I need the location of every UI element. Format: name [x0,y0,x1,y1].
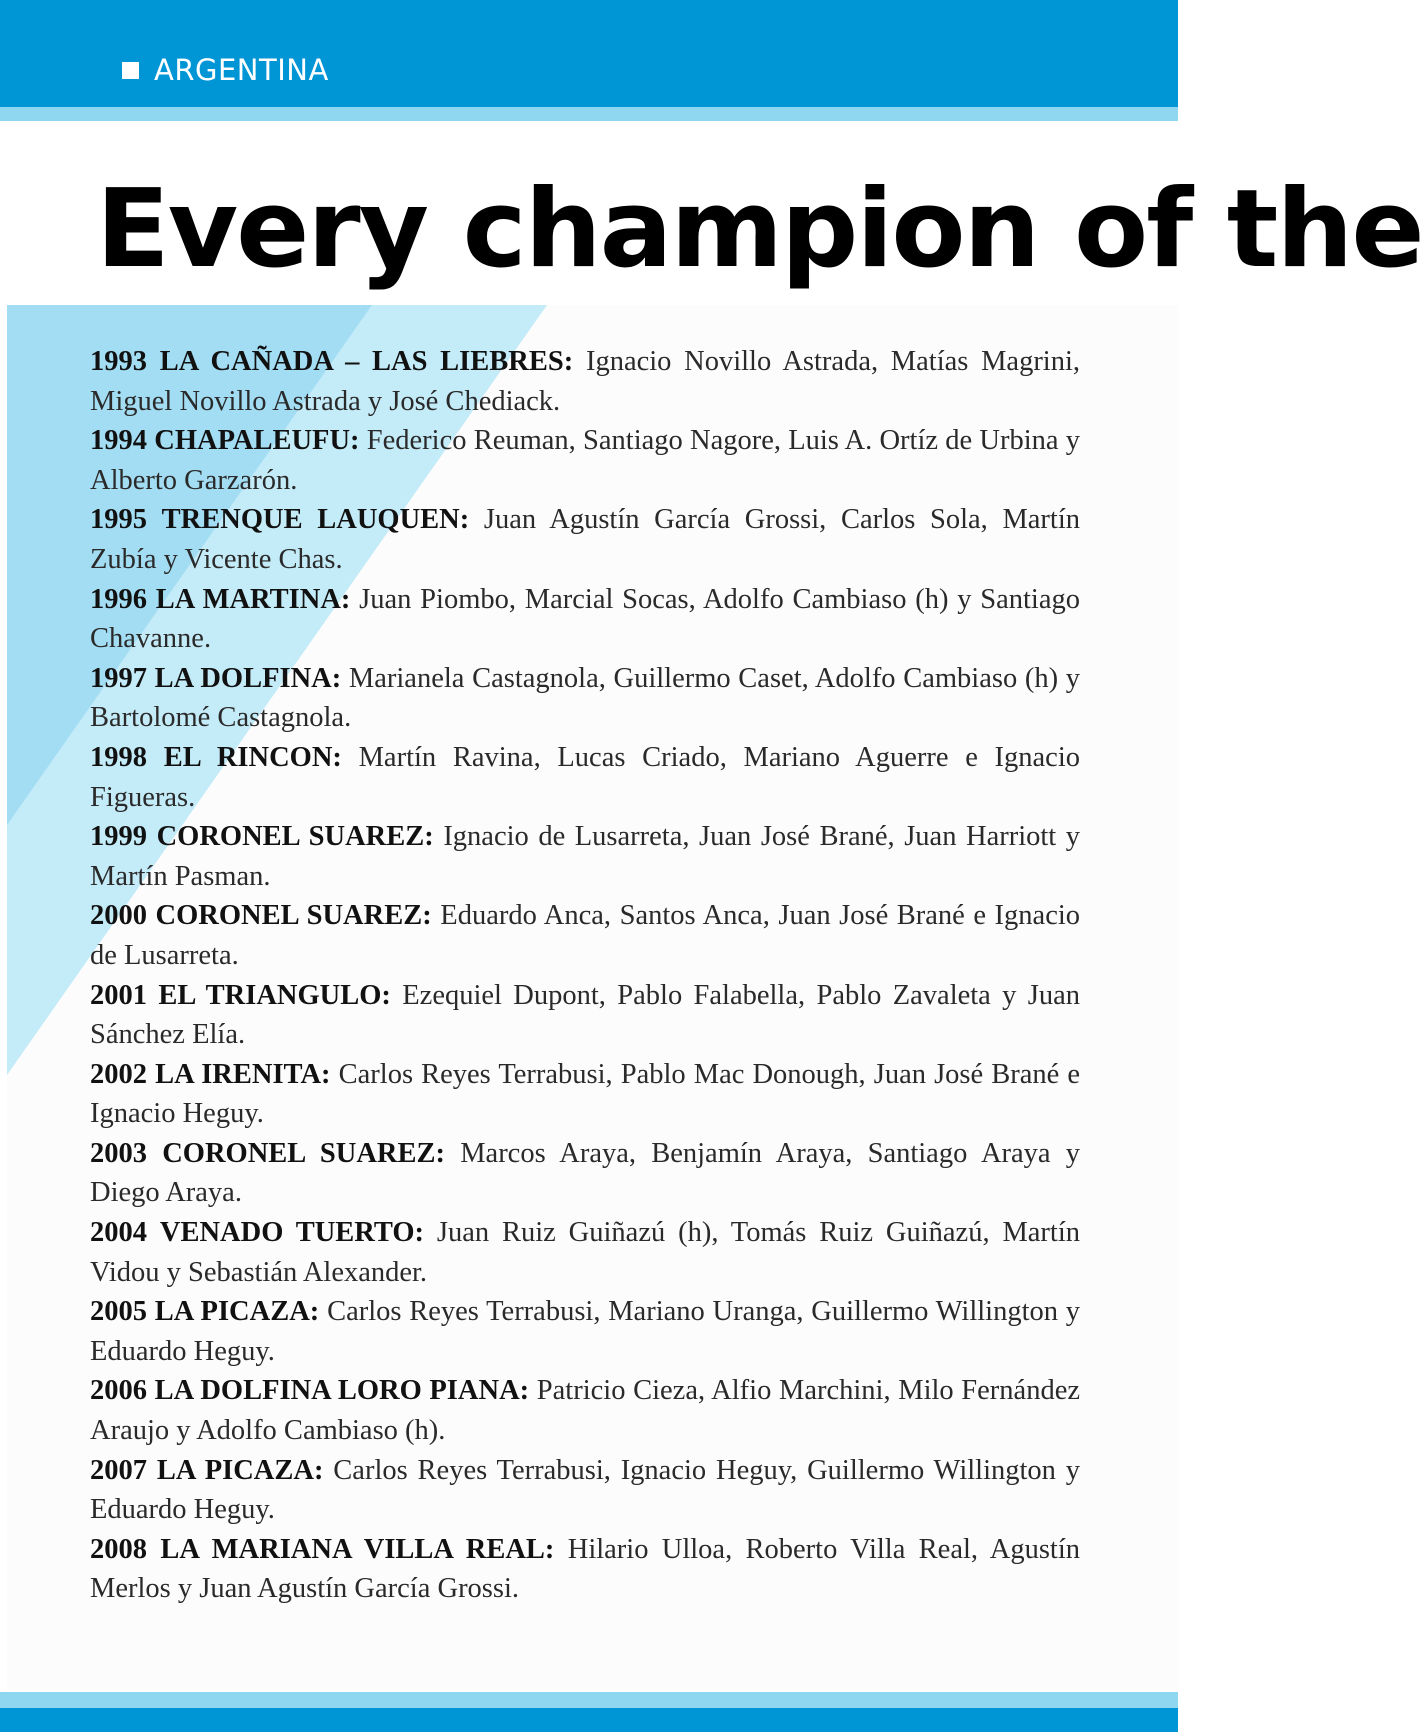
champions-list [90,342,1080,1609]
champion-entry [90,659,1080,738]
entry-year: 2003 [90,1137,147,1169]
champion-entry [90,1451,1080,1530]
entry-players: Martín Ravina, Lucas Criado, Mariano Aguerre e Ignacio Figueras. [90,741,1081,813]
footer-stripe [0,1692,1178,1708]
entry-players: Marianela Castagnola, Guillermo Caset, Adolfo Cambiaso (h) y Bartolomé Castagnola. [90,662,1080,734]
entry-year: 2004 [90,1217,147,1249]
entry-year: 2006 [90,1375,147,1407]
entry-team: LA PICAZA: [156,1454,324,1486]
entry-year: 2007 [90,1454,147,1486]
entry-team: VENADO TUERTO: [159,1217,425,1249]
entry-players: Eduardo Anca, Santos Anca, Juan José Brané e Ignacio de Lusarreta. [90,900,1081,971]
entry-team: LA MARTINA: [155,583,351,615]
champion-entry [90,500,1080,579]
champion-entry [90,976,1080,1055]
champion-entry [90,1292,1080,1371]
entry-players: Ezequiel Dupont, Pablo Falabella, Pablo Zavaleta y Juan Sánchez Elía. [90,979,1081,1051]
entry-year: 2001 [90,979,147,1011]
entry-team: CORONEL SUAREZ: [162,1137,446,1169]
entry-players: Marcos Araya, Benjamín Araya, Santiago Araya y Diego Araya. [90,1137,1080,1209]
champion-entry [90,1055,1080,1134]
champion-entry [90,738,1080,817]
entry-year: 2000 [90,900,147,932]
entry-year: 1998 [90,741,147,773]
page-headline: Every champion of the [96,167,1423,292]
entry-year: 2008 [90,1533,147,1565]
entry-players: Carlos Reyes Terrabusi, Mariano Uranga, Guillermo Willington y Eduardo Heguy. [90,1296,1081,1367]
entry-team: TRENQUE LAUQUEN: [161,504,470,536]
entry-year: 2005 [90,1296,147,1328]
entry-players: Ignacio de Lusarreta, Juan José Brané, Juan Harriott y Martín Pasman. [90,821,1081,892]
champion-entry [90,1134,1080,1213]
champion-entry [90,1530,1080,1609]
entry-team: LA IRENITA: [155,1058,331,1090]
champion-entry [90,1371,1080,1450]
champion-entry [90,896,1080,975]
entry-players: Ignacio Novillo Astrada, Matías Magrini, Miguel Novillo Astrada y José Chediack. [90,346,1081,417]
champion-entry [90,342,1080,421]
entry-players: Patricio Cieza, Alfio Marchini, Milo Fernández Araujo y Adolfo Cambiaso (h). [90,1375,1080,1447]
entry-year: 1993 [90,346,147,377]
entry-players: Carlos Reyes Terrabusi, Pablo Mac Donough, Juan José Brané e Ignacio Heguy. [90,1058,1081,1130]
entry-year: 2002 [90,1058,147,1090]
entry-team: CORONEL SUAREZ: [156,821,434,853]
square-bullet-icon [122,62,139,79]
entry-year: 1999 [90,821,147,853]
champion-entry [90,817,1080,896]
footer-band [0,1708,1178,1732]
entry-year: 1995 [90,504,147,536]
entry-players: Carlos Reyes Terrabusi, Ignacio Heguy, Guillermo Willington y Eduardo Heguy. [90,1454,1081,1526]
champion-entry [90,1213,1080,1292]
entry-team: EL TRIANGULO: [158,979,391,1011]
entry-team: LA MARIANA VILLA REAL: [160,1533,555,1565]
entry-team: LA PICAZA: [154,1296,320,1328]
entry-team: CORONEL SUAREZ: [155,900,432,932]
entry-team: CHAPALEUFU: [154,425,360,457]
header-stripe [0,107,1178,121]
entry-players: Juan Agustín García Grossi, Carlos Sola, Martín Zubía y Vicente Chas. [90,504,1081,575]
entry-team: LA DOLFINA: [154,662,342,694]
entry-team: LA DOLFINA LORO PIANA: [154,1375,530,1407]
entry-players: Hilario Ulloa, Roberto Villa Real, Agustín Merlos y Juan Agustín García Grossi. [90,1533,1081,1605]
entry-players: Juan Piombo, Marcial Socas, Adolfo Cambiaso (h) y Santiago Chavanne. [90,583,1080,655]
section-name: ARGENTINA [154,53,329,87]
entry-team: EL RINCON: [163,741,342,773]
entry-players: Federico Reuman, Santiago Nagore, Luis A. Ortíz de Urbina y Alberto Garzarón. [90,425,1081,496]
entry-players: Juan Ruiz Guiñazú (h), Tomás Ruiz Guiñazú, Martín Vidou y Sebastián Alexander. [90,1217,1081,1288]
entry-year: 1996 [90,583,147,615]
champion-entry [90,421,1080,500]
entry-year: 1994 [90,425,147,457]
entry-year: 1997 [90,662,147,694]
entry-team: LA CAÑADA – LAS LIEBRES: [159,346,574,377]
section-label [122,50,329,90]
champion-entry [90,580,1080,659]
